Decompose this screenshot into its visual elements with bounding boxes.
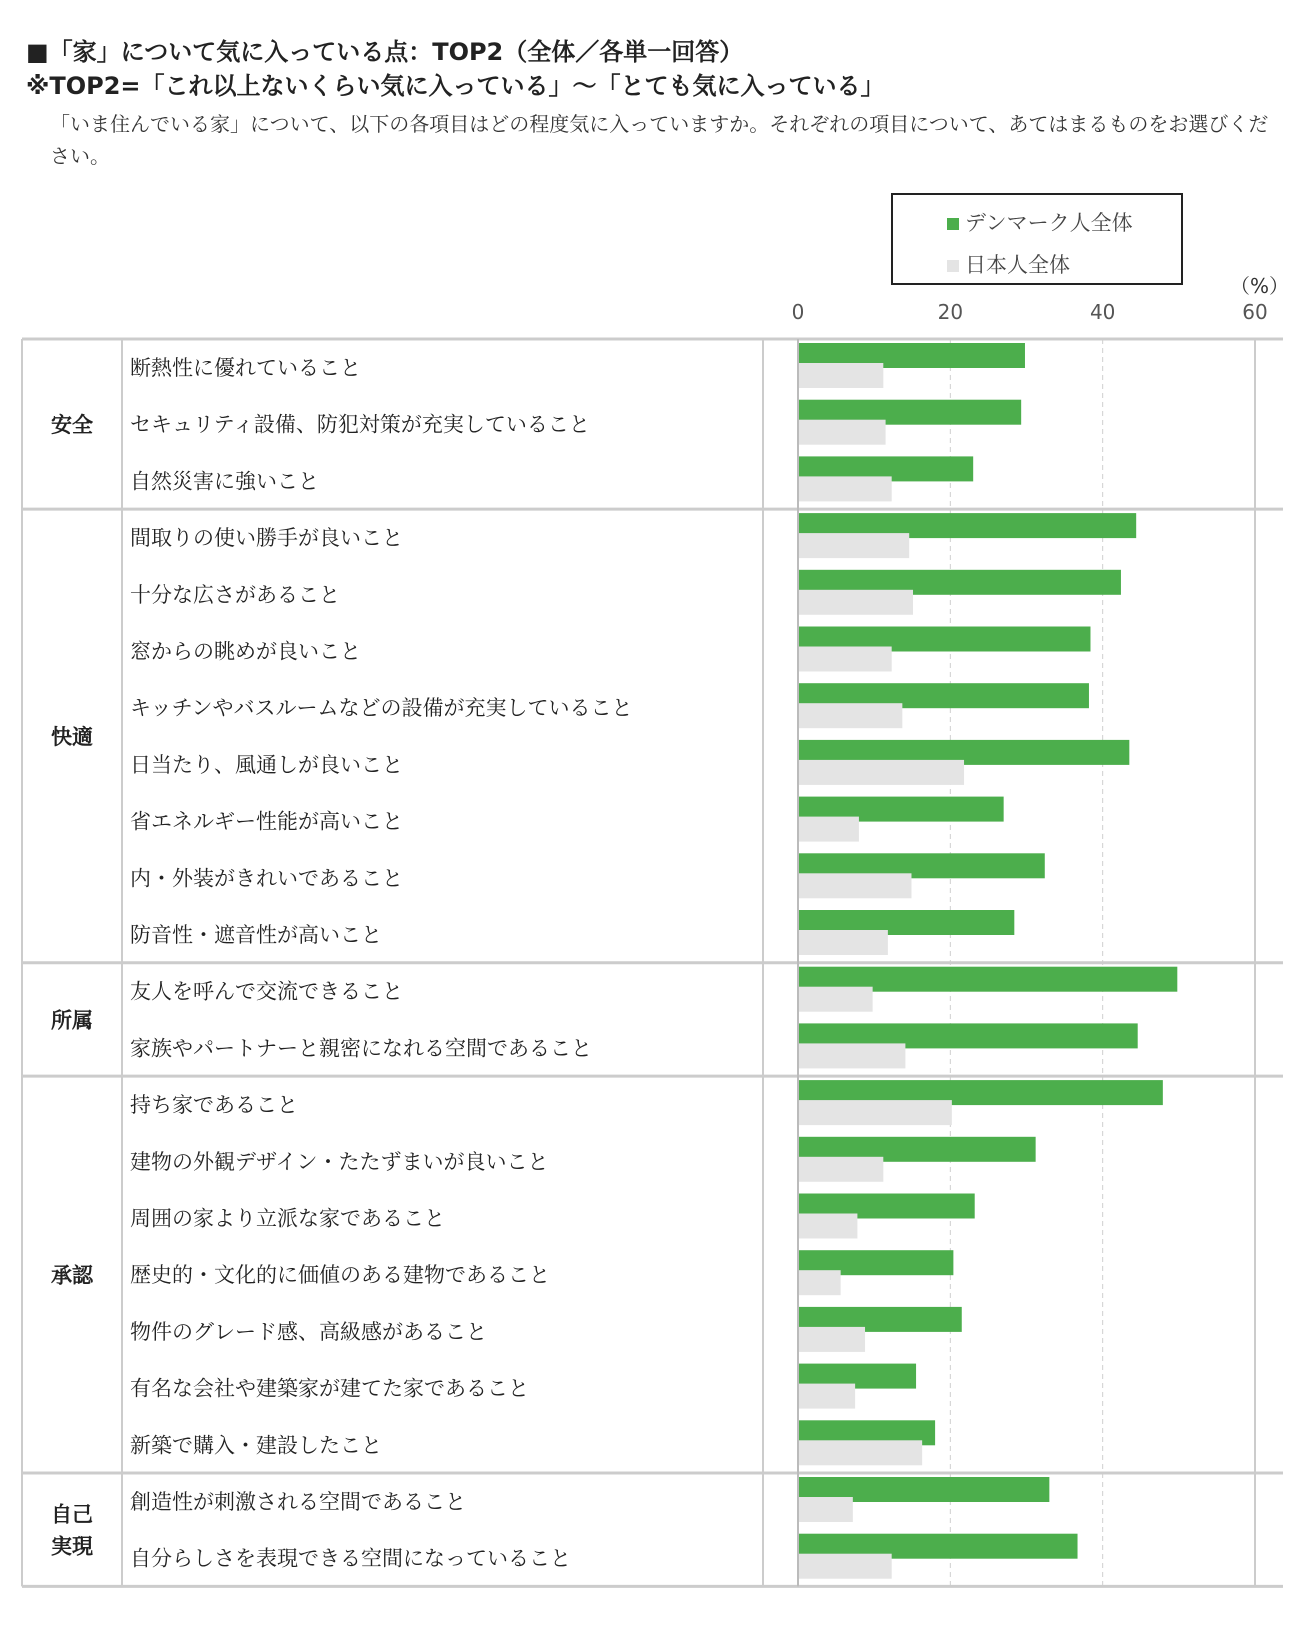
bar-japan bbox=[798, 533, 909, 558]
bar-japan bbox=[798, 760, 964, 785]
item-label: 持ち家であること bbox=[130, 1093, 298, 1118]
x-tick-label: 0 bbox=[791, 300, 805, 324]
group-label: 快適 bbox=[51, 724, 93, 749]
bar-japan bbox=[798, 1554, 892, 1579]
legend-label-denmark: デンマーク人全体 bbox=[965, 211, 1133, 235]
item-label: 日当たり、風通しが良いこと bbox=[130, 752, 403, 777]
bar-japan bbox=[798, 1384, 855, 1409]
bar-japan bbox=[798, 1100, 952, 1125]
item-label: 物件のグレード感、高級感があること bbox=[130, 1319, 487, 1344]
item-label: 防音性・遮音性が高いこと bbox=[130, 923, 382, 947]
x-tick-label: 40 bbox=[1089, 300, 1116, 324]
item-label: 有名な会社や建築家が建てた家であること bbox=[130, 1376, 529, 1401]
group-label: 実現 bbox=[51, 1534, 93, 1559]
group-label: 所属 bbox=[51, 1008, 93, 1033]
item-label: 周囲の家より立派な家であること bbox=[130, 1206, 445, 1231]
bar-japan bbox=[798, 1043, 905, 1068]
item-label: 建物の外観デザイン・たたずまいが良いこと bbox=[130, 1149, 549, 1174]
bar-japan bbox=[798, 873, 911, 898]
bar-japan bbox=[798, 817, 859, 842]
bar-japan bbox=[798, 1440, 922, 1465]
legend-label-japan: 日本人全体 bbox=[965, 253, 1070, 277]
item-label: 省エネルギー性能が高いこと bbox=[130, 809, 403, 834]
group-label: 承認 bbox=[51, 1263, 93, 1288]
bar-japan bbox=[798, 1270, 841, 1295]
item-label: セキュリティ設備、防犯対策が充実していること bbox=[130, 412, 590, 437]
item-label: 十分な広さがあること bbox=[130, 582, 340, 607]
group-label: 自己 bbox=[51, 1502, 93, 1527]
bar-japan bbox=[798, 647, 892, 672]
item-label: キッチンやバスルームなどの設備が充実していること bbox=[130, 696, 633, 721]
x-tick-label: 20 bbox=[937, 300, 964, 324]
bar-japan bbox=[798, 1157, 883, 1182]
item-label: 間取りの使い勝手が良いこと bbox=[130, 526, 403, 551]
item-label: 友人を呼んで交流できること bbox=[130, 979, 403, 1004]
item-label: 創造性が刺激される空間であること bbox=[130, 1490, 466, 1514]
bar-japan bbox=[798, 1327, 865, 1352]
bar-japan bbox=[798, 363, 883, 388]
bar-japan bbox=[798, 476, 892, 501]
bar-japan bbox=[798, 590, 913, 615]
item-label: 家族やパートナーと親密になれる空間であること bbox=[130, 1036, 592, 1061]
item-label: 窓からの眺めが良いこと bbox=[130, 639, 361, 664]
bar-japan bbox=[798, 1214, 857, 1239]
unit-label: （%） bbox=[1230, 274, 1290, 298]
x-tick-label: 60 bbox=[1242, 300, 1268, 324]
chart-subtitle: ※TOP2=「これ以上ないくらい気に入っている」～「とても気に入っている」 bbox=[26, 72, 885, 100]
item-label: 新築で購入・建設したこと bbox=[130, 1433, 382, 1458]
item-label: 自然災害に強いこと bbox=[130, 469, 319, 494]
item-label: 断熱性に優れていること bbox=[130, 356, 361, 380]
bar-japan bbox=[798, 703, 902, 728]
group-label: 安全 bbox=[51, 413, 93, 438]
item-label: 歴史的・文化的に価値のある建物であること bbox=[130, 1263, 550, 1288]
survey-question: 「いま住んでいる家」について、以下の各項目はどの程度気に入っていますか。それぞれの項目について、あてはまるものをお選びください。 bbox=[50, 112, 1269, 168]
bar-japan bbox=[798, 987, 873, 1012]
bar-japan bbox=[798, 420, 886, 445]
chart-title: ■「家」について気に入っている点：TOP2（全体／各単一回答） bbox=[26, 38, 744, 66]
item-label: 自分らしさを表現できる空間になっていること bbox=[130, 1546, 571, 1571]
item-label: 内・外装がきれいであること bbox=[130, 866, 403, 891]
bar-japan bbox=[798, 1497, 853, 1522]
bar-japan bbox=[798, 930, 888, 955]
